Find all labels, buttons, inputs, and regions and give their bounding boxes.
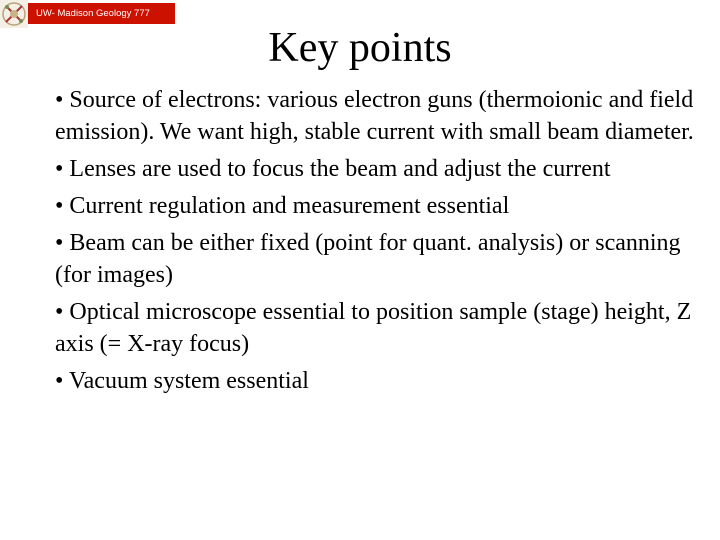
bullet-item: • Source of electrons: various electron guns (thermoionic and field emission). We want high, stable current with small beam diameter. — [55, 87, 694, 145]
bullet-item: • Current regulation and measurement essential — [55, 193, 510, 219]
slide-title-text: Key points — [268, 25, 452, 71]
bullet-list — [55, 84, 700, 402]
bullet-item: • Optical microscope essential to position sample (stage) height, Z axis (= X-ray focus) — [55, 299, 692, 357]
bullet-item: • Beam can be either fixed (point for quant. analysis) or scanning (for images) — [55, 230, 681, 288]
bullet-item: • Vacuum system essential — [55, 368, 309, 394]
course-badge: UW- Madison Geology 777 — [28, 3, 175, 24]
bullet-item: • Lenses are used to focus the beam and adjust the current — [55, 156, 611, 182]
slide-title — [0, 22, 720, 74]
